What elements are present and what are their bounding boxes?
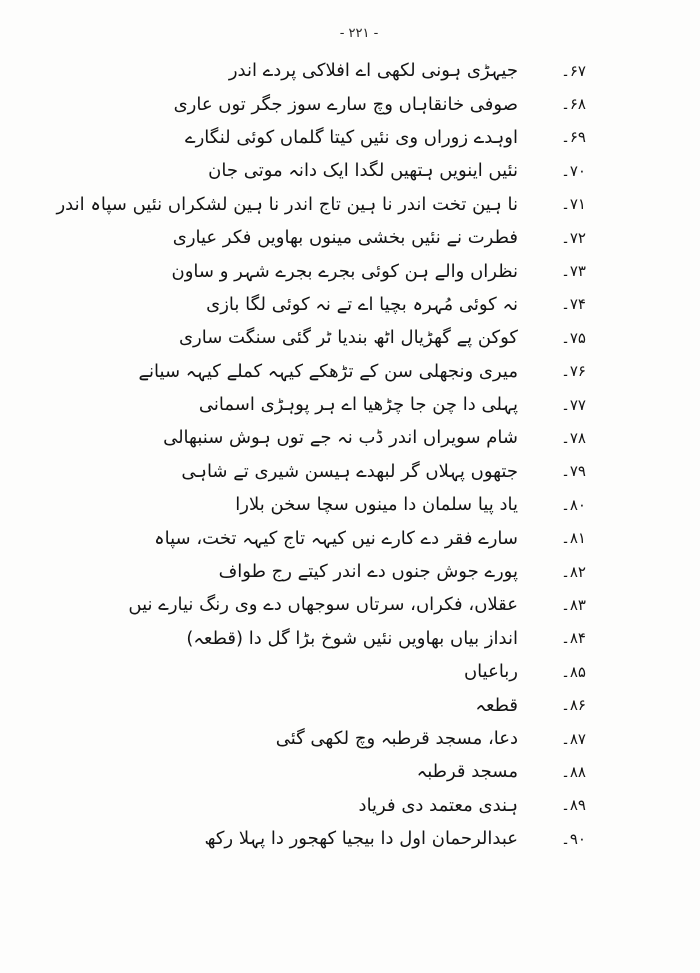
toc-entry-title: میری ونجھلی سن کے تڑھکے کیہہ کملے کیہہ سیانے (138, 360, 518, 382)
toc-entry-title: پورے جوش جنوں دے اندر کیتے رج طواف (218, 561, 518, 583)
toc-entry-number: ۹۰۔ (561, 829, 586, 848)
toc-entry-number: ۷۴۔ (561, 295, 586, 314)
toc-row (56, 455, 586, 488)
toc-row (56, 87, 586, 120)
toc-list (56, 54, 586, 855)
toc-entry-title: شام سویراں اندر ڈب نہ جے توں ہوش سنبھالی (163, 427, 518, 449)
toc-entry-number: ۶۹۔ (561, 128, 586, 147)
toc-row (56, 655, 586, 688)
toc-row (56, 488, 586, 521)
toc-entry-title: فطرت نے نئیں بخشی مینوں بھاویں فکر عیاری (172, 227, 518, 249)
toc-row (56, 388, 586, 421)
toc-entry-number: ۸۴۔ (561, 629, 586, 648)
toc-entry-number: ۸۵۔ (561, 662, 586, 681)
toc-entry-number: ۷۱۔ (561, 195, 586, 214)
toc-entry-number: ۶۸۔ (561, 95, 586, 114)
toc-entry-title: نا ہین تخت اندر نا ہین تاج اندر نا ہین لشکراں نئیں سپاہ اندر (56, 193, 518, 215)
toc-entry-number: ۸۲۔ (561, 562, 586, 581)
toc-entry-title: اوہدے زوراں وی نئیں کیتا گلماں کوئی لنگارے (185, 126, 518, 148)
toc-row (56, 555, 586, 588)
toc-row (56, 288, 586, 321)
toc-row (56, 321, 586, 354)
toc-row (56, 622, 586, 655)
toc-entry-title: جتھوں پہلاں گر لبھدے ہیسن شیری تے شاہی (181, 460, 518, 482)
toc-row (56, 221, 586, 254)
page-header (0, 22, 700, 41)
toc-row (56, 722, 586, 755)
toc-entry-title: نئیں اینویں ہتھیں لگدا ایک دانہ موتی جان (208, 160, 518, 182)
toc-row (56, 588, 586, 621)
toc-row (56, 521, 586, 554)
toc-entry-title: صوفی خانقاہاں وچ سارے سوز جگر توں عاری (173, 93, 518, 115)
toc-entry-number: ۷۶۔ (561, 362, 586, 381)
toc-entry-number: ۷۸۔ (561, 428, 586, 447)
toc-entry-number: ۸۹۔ (561, 796, 586, 815)
toc-entry-number: ۸۷۔ (561, 729, 586, 748)
toc-entry-title: سارے فقر دے کارے نیں کیہہ تاج کیہہ تخت، سپاہ (154, 527, 518, 549)
toc-entry-title: قطعہ (475, 694, 518, 716)
toc-entry-title: ہندی معتمد دی فریاد (358, 794, 518, 816)
toc-entry-title: عبدالرحمان اول دا بیجیا کھجور دا پہلا رکھ (204, 828, 518, 850)
toc-entry-title: دعا، مسجد قرطبہ وچ لکھی گئی (275, 728, 518, 749)
toc-entry-number: ۷۹۔ (561, 462, 586, 481)
toc-entry-title: کوکن پے گھڑیال اٹھ بندیا ٹر گئی سنگت ساری (178, 327, 518, 349)
toc-entry-title: نظراں والے ہن کوئی بجرے بجرے شہر و ساون (171, 260, 518, 282)
toc-entry-number: ۸۸۔ (561, 762, 586, 781)
toc-row (56, 355, 586, 388)
toc-entry-title: نہ کوئی مُہرہ بچیا اے تے نہ کوئی لگا بازی (206, 293, 518, 315)
toc-row (56, 254, 586, 287)
toc-entry-number: ۷۰۔ (561, 161, 586, 180)
toc-entry-number: ۷۷۔ (561, 395, 586, 414)
toc-entry-number: ۷۲۔ (561, 228, 586, 247)
toc-entry-title: رباعیاں (463, 661, 518, 683)
toc-row (56, 188, 586, 221)
toc-row (56, 755, 586, 788)
toc-entry-number: ۸۶۔ (561, 696, 586, 715)
toc-row (56, 54, 586, 87)
toc-entry-number: ۶۷۔ (561, 61, 586, 80)
toc-row (56, 154, 586, 187)
toc-entry-title: عقلاں، فکراں، سرتاں سوجھاں دے وی رنگ نیارے نیں (128, 594, 518, 616)
toc-entry-title: انداز بیاں بھاویں نئیں شوخ بڑا گل دا (قطعہ) (186, 627, 518, 649)
toc-row (56, 789, 586, 822)
toc-entry-number: ۸۱۔ (561, 529, 586, 548)
toc-row (56, 121, 586, 154)
toc-entry-title: یاد پیا سلمان دا مینوں سچا سخن بلارا (235, 494, 518, 516)
toc-entry-number: ۷۳۔ (561, 262, 586, 281)
toc-entry-title: جیہڑی ہونی لکھی اے افلاکی پردے اندر (228, 60, 518, 82)
toc-entry-number: ۷۵۔ (561, 328, 586, 347)
toc-row (56, 822, 586, 855)
toc-entry-number: ۸۳۔ (561, 595, 586, 614)
page-number: - ۲۲۱ - (339, 26, 379, 41)
toc-row (56, 688, 586, 721)
toc-entry-title: مسجد قرطبہ (416, 761, 518, 783)
toc-row (56, 421, 586, 454)
toc-entry-number: ۸۰۔ (561, 495, 586, 514)
toc-entry-title: پہلی دا چن جا چڑھیا اے ہر پوہڑی اسمانی (198, 394, 518, 416)
